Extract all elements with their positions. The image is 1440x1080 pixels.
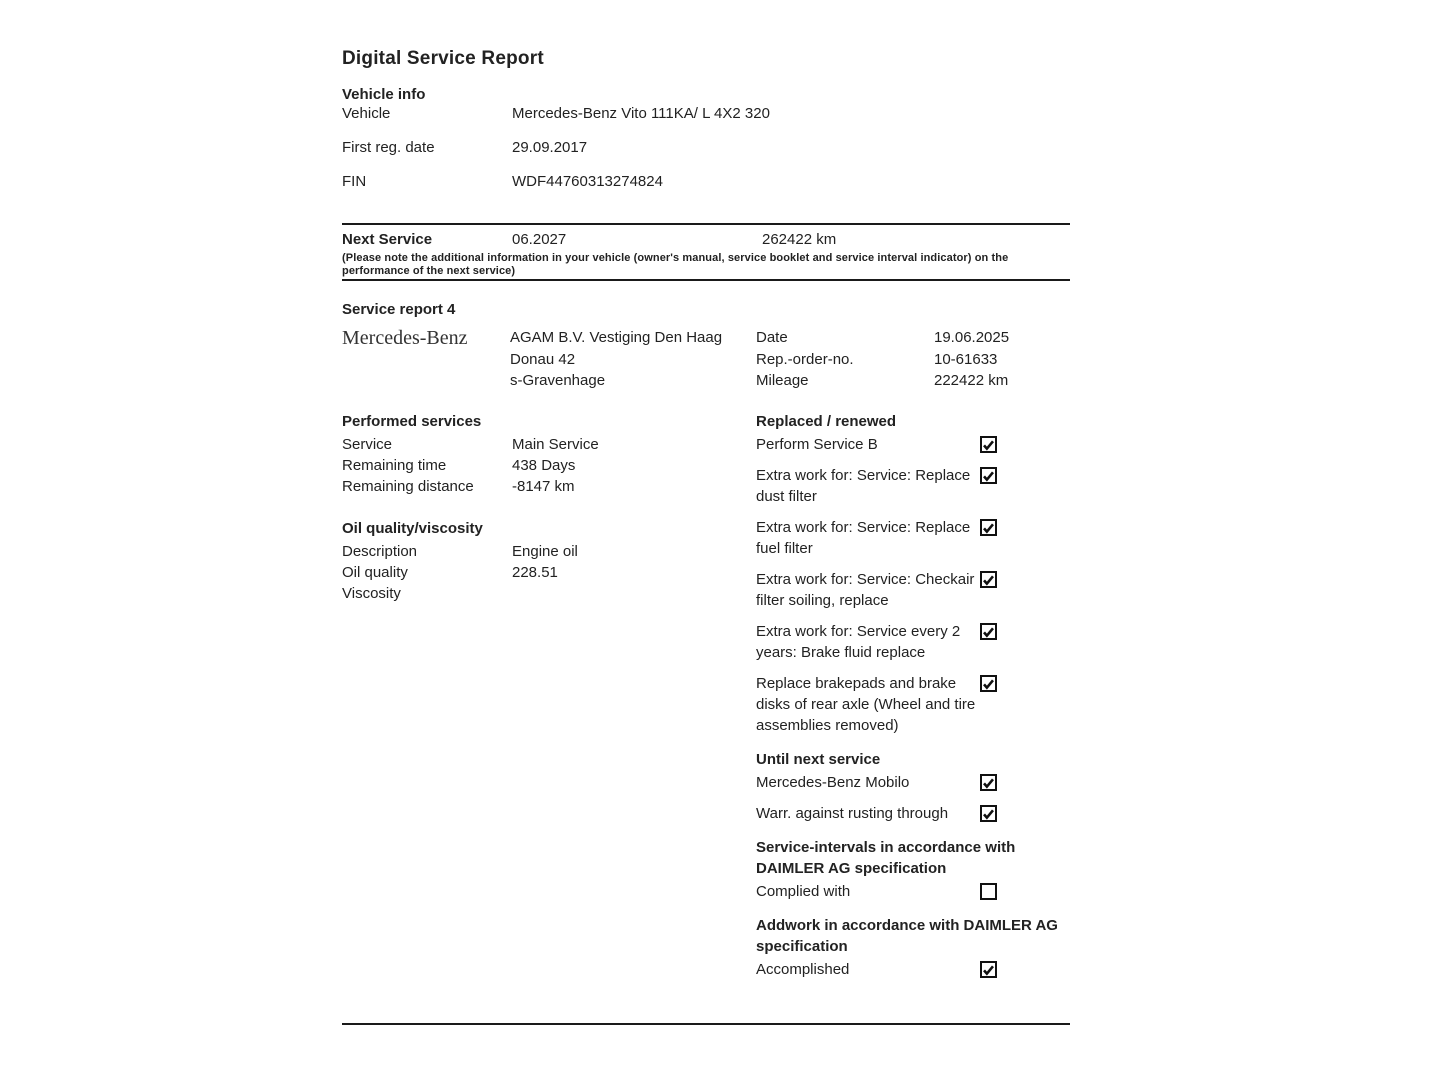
check-item-label: Extra work for: Service: Checkair filter soiling, replace: [756, 571, 975, 609]
check-item-label: Complied with: [756, 883, 851, 900]
dealer-block: [342, 327, 1070, 392]
description-value: Engine oil: [512, 543, 578, 560]
check-item-label: Replace brakepads and brake disks of rear axle (Wheel and tire assemblies removed): [756, 675, 976, 734]
checkbox-checked-icon[interactable]: [980, 571, 997, 588]
description-label: Description: [342, 543, 418, 560]
checkbox-checked-icon[interactable]: [980, 805, 997, 822]
vehicle-label: Vehicle: [342, 105, 391, 122]
until-next-service-heading: Until next service: [756, 751, 881, 768]
page-title: Digital Service Report: [342, 48, 544, 69]
check-item-complied-with: [756, 881, 1070, 902]
check-item-perform-service-b: [756, 434, 1070, 455]
remaining-time-row: [342, 455, 756, 476]
next-service-mileage: 262422 km: [762, 231, 837, 248]
check-item-label: Extra work for: Service every 2 years: Brake fluid replace: [756, 623, 961, 661]
checkbox-checked-icon[interactable]: [980, 961, 997, 978]
first-reg-date-label: First reg. date: [342, 139, 435, 156]
checkbox-checked-icon[interactable]: [980, 675, 997, 692]
remaining-time-label: Remaining time: [342, 457, 447, 474]
service-intervals-heading: Service-intervals in accordance with DAIMLER AG specification: [756, 839, 1016, 877]
service-value: Main Service: [512, 436, 599, 453]
check-item-label: Extra work for: Service: Replace fuel filter: [756, 519, 971, 557]
divider-next-service: [342, 279, 1070, 281]
check-item-label: Warr. against rusting through: [756, 805, 949, 822]
check-item-accomplished: [756, 959, 1070, 980]
checkbox-checked-icon[interactable]: [980, 436, 997, 453]
vehicle-row: [342, 106, 1070, 122]
remaining-distance-label: Remaining distance: [342, 478, 474, 495]
oil-quality-label: Oil quality: [342, 564, 408, 581]
check-item-replace-fuel-filter: [756, 517, 1070, 559]
report-content: [342, 0, 1070, 1080]
next-service-row: [342, 231, 1070, 248]
mileage-row: [756, 370, 1070, 392]
check-item-label: Perform Service B: [756, 436, 878, 453]
next-service-label: Next Service: [342, 231, 433, 248]
divider-bottom: [342, 1023, 1070, 1025]
performed-services-heading: Performed services: [342, 413, 482, 430]
vehicle-info-heading: Vehicle info: [342, 86, 426, 103]
dealer-address: [510, 327, 756, 392]
check-item-mobilo: [756, 772, 1070, 793]
rep-order-label: Rep.-order-no.: [756, 350, 854, 368]
next-service-date: 06.2027: [512, 231, 567, 248]
report-columns: [342, 411, 1070, 990]
dealer-city: s-Gravenhage: [510, 372, 606, 389]
check-item-replace-dust-filter: [756, 465, 1070, 507]
checkbox-checked-icon[interactable]: [980, 774, 997, 791]
check-item-label: Mercedes-Benz Mobilo: [756, 774, 910, 791]
mileage-label: Mileage: [756, 372, 809, 389]
dealer-street: Donau 42: [510, 350, 576, 368]
oil-quality-value: 228.51: [512, 564, 558, 581]
fin-value: WDF44760313274824: [512, 173, 663, 190]
fin-label: FIN: [342, 173, 367, 190]
check-item-label: Accomplished: [756, 961, 850, 978]
addwork-heading: Addwork in accordance with DAIMLER AG specification: [756, 917, 1058, 955]
replaced-renewed-heading: Replaced / renewed: [756, 413, 897, 430]
check-item-air-filter: [756, 569, 1070, 611]
service-report-heading: Service report 4: [342, 301, 456, 318]
check-item-brakepads-rear-axle: [756, 673, 1070, 736]
oil-quality-heading: Oil quality/viscosity: [342, 520, 483, 537]
check-item-label: Extra work for: Service: Replace dust filter: [756, 467, 971, 505]
checkbox-unchecked-icon[interactable]: [980, 883, 997, 900]
date-row: [756, 327, 1070, 349]
first-reg-date-value: 29.09.2017: [512, 139, 588, 156]
check-item-rust-warranty: [756, 803, 1070, 824]
service-row: [342, 434, 756, 455]
checkbox-checked-icon[interactable]: [980, 519, 997, 536]
mileage-value: 222422 km: [934, 372, 1009, 389]
mercedes-benz-wordmark: Mercedes-Benz: [342, 327, 468, 349]
rep-order-row: [756, 349, 1070, 371]
service-label: Service: [342, 436, 393, 453]
remaining-distance-row: [342, 476, 756, 497]
date-label: Date: [756, 329, 788, 346]
first-reg-date-row: [342, 140, 1070, 156]
report-meta: [756, 327, 1070, 392]
description-row: [342, 541, 756, 562]
viscosity-row: [342, 583, 756, 604]
vehicle-info-section: [342, 84, 1070, 208]
checkbox-checked-icon[interactable]: [980, 467, 997, 484]
check-item-brake-fluid: [756, 621, 1070, 663]
performed-services-column: [342, 411, 756, 604]
next-service-section: [342, 231, 1070, 278]
dealer-name: AGAM B.V. Vestiging Den Haag: [510, 329, 723, 346]
divider-top: [342, 223, 1070, 225]
replaced-renewed-column: [756, 411, 1070, 990]
rep-order-value: 10-61633: [934, 350, 998, 368]
fin-row: [342, 174, 1070, 190]
vehicle-value: Mercedes-Benz Vito 111KA/ L 4X2 320: [512, 105, 770, 122]
checkbox-checked-icon[interactable]: [980, 623, 997, 640]
date-value: 19.06.2025: [934, 329, 1010, 346]
remaining-distance-value: -8147 km: [512, 478, 575, 495]
next-service-note: (Please note the additional information in your vehicle (owner's manual, service booklet and service interval indicator) on the performance of the next service): [342, 252, 1009, 277]
remaining-time-value: 438 Days: [512, 457, 576, 474]
viscosity-label: Viscosity: [342, 585, 401, 602]
oil-quality-row: [342, 562, 756, 583]
